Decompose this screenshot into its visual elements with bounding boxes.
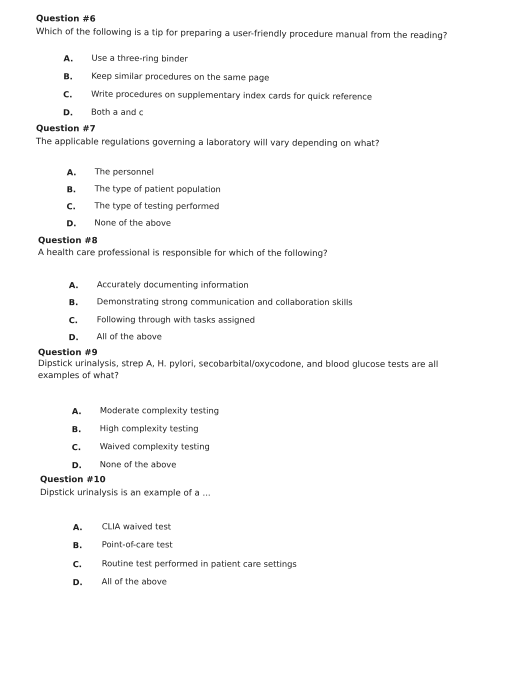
option-text: Write procedures on supplementary index cards for quick reference — [91, 88, 373, 102]
question-text: Which of the following is a tip for preparing a user-friendly procedure manual from the reading? — [35, 26, 448, 42]
option-letter: B. — [63, 71, 73, 82]
question-text: The applicable regulations governing a laboratory will vary depending on what? — [35, 136, 380, 150]
option-text: None of the above — [99, 459, 177, 470]
option-text: Point-of-care test — [101, 539, 173, 550]
option-letter: C. — [63, 89, 73, 100]
option-text: The type of testing performed — [94, 200, 220, 212]
option-text: Keep similar procedures on the same page — [91, 70, 270, 83]
option-letter: A. — [63, 53, 74, 64]
option-letter: D. — [72, 577, 83, 588]
option-letter: D. — [71, 460, 82, 471]
option-text: Demonstrating strong communication and collaboration skills — [96, 296, 353, 308]
option-text: The type of patient population — [94, 183, 221, 195]
option-letter: B. — [68, 297, 79, 308]
option-text: Following through with tasks assigned — [96, 314, 256, 325]
question-title: Question #6 — [35, 14, 96, 25]
option-letter: B. — [66, 184, 77, 195]
option-letter: A. — [68, 280, 79, 291]
question-6 — [0, 0, 526, 118]
option-letter: C. — [68, 315, 78, 326]
option-letter: C. — [66, 201, 76, 212]
option-text: Accurately documenting information — [96, 279, 249, 290]
option-text: The personnel — [94, 166, 154, 177]
question-text: Dipstick urinalysis is an example of a ... — [39, 487, 211, 499]
option-letter: C. — [72, 559, 82, 570]
option-text: Waived complexity testing — [99, 441, 210, 452]
question-title: Question #10 — [39, 475, 106, 486]
option-letter: A. — [72, 522, 83, 533]
question-text: Dipstick urinalysis, strep A, H. pylori, secobarbital/oxycodone, and blood glucose tests are all examples of what? — [37, 358, 439, 382]
option-text: CLIA waived test — [101, 521, 172, 532]
option-text: All of the above — [101, 576, 167, 587]
option-letter: C. — [71, 442, 82, 453]
question-title: Question #8 — [37, 236, 98, 247]
question-title: Question #9 — [37, 348, 98, 359]
question-text: A health care professional is responsible for which of the following? — [37, 248, 328, 260]
option-text: None of the above — [94, 217, 172, 228]
option-text: Routine test performed in patient care settings — [101, 558, 297, 569]
option-text: Moderate complexity testing — [99, 405, 220, 416]
option-text: Both a and c — [90, 106, 144, 118]
option-letter: A. — [66, 167, 77, 178]
option-letter: B. — [72, 540, 83, 551]
option-text: High complexity testing — [99, 423, 199, 434]
option-letter: D. — [62, 107, 74, 118]
question-title: Question #7 — [35, 124, 96, 135]
option-text: All of the above — [96, 331, 162, 342]
option-letter: D. — [68, 332, 79, 343]
option-letter: D. — [66, 218, 77, 229]
option-letter: A. — [71, 406, 82, 417]
option-text: Use a three-ring binder — [91, 52, 188, 64]
option-letter: B. — [71, 424, 82, 435]
